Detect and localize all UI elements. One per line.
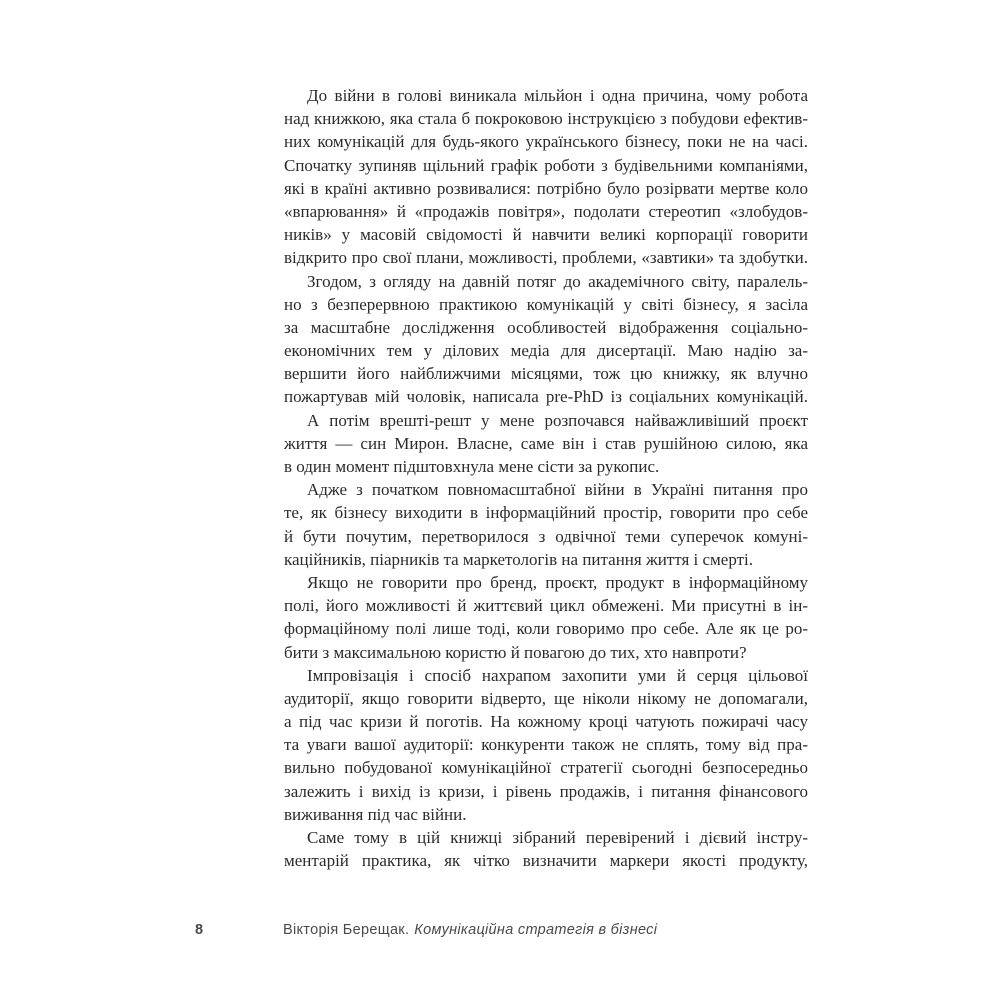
text-line: ників» у масовій свідомості й навчити великі корпорації говорити bbox=[284, 225, 808, 245]
paragraph bbox=[284, 270, 808, 409]
text-line: вильно побудованої комунікаційної стратегії сьогодні безпосередньо bbox=[284, 758, 808, 778]
text-line: бити з максимальною користю й повагою до тих, хто навпроти? bbox=[284, 642, 747, 662]
text-line: Спочатку зупиняв щільний графік роботи з будівельними компаніями, bbox=[284, 155, 808, 175]
text-line: й бути почутим, перетворилося з одвічної теми суперечок комуні- bbox=[284, 526, 808, 546]
text-line: те, як бізнесу виходити в інформаційний простір, говорити про себе bbox=[284, 503, 808, 523]
text-line: полі, його можливості й життєвий цикл обмежені. Ми присутні в ін- bbox=[284, 596, 808, 616]
text-line: пожартував мій чоловік, написала pre-PhD із соціальних комунікацій. bbox=[284, 387, 808, 407]
text-line: формаційному полі лише тоді, коли говоримо про себе. Але як це ро- bbox=[284, 619, 808, 639]
text-line: Імпровізація і спосіб нахрапом захопити уми й серця цільової bbox=[307, 665, 808, 685]
text-line: Згодом, з огляду на давній потяг до академічного світу, паралель- bbox=[307, 271, 808, 291]
paragraph bbox=[284, 826, 808, 872]
text-line: а під час кризи й поготів. На кожному кроці чатують пожирачі часу bbox=[284, 712, 808, 732]
text-line: ментарій практика, як чітко визначити маркери якості продукту, bbox=[284, 851, 808, 871]
text-line: Саме тому в цій книжці зібраний перевірений і дієвий інстру- bbox=[307, 828, 808, 847]
text-line: в один момент підштовхнула мене сісти за рукопис. bbox=[284, 457, 660, 476]
text-line: економічних тем у ділових медіа для дисертації. Маю надію за- bbox=[284, 341, 808, 361]
text-line: виживання під час війни. bbox=[284, 804, 467, 824]
text-line: та уваги вашої аудиторії: конкуренти також не сплять, тому від пра- bbox=[284, 735, 808, 755]
text-line: Адже з початком повномасштабної війни в Україні питання про bbox=[307, 480, 808, 500]
text-line: над книжкою, яка стала б покроковою інструкцією з побудови ефектив- bbox=[284, 109, 808, 129]
text-line: Якщо не говорити про бренд, проєкт, продукт в інформаційному bbox=[307, 572, 808, 592]
paragraph bbox=[284, 571, 808, 664]
text-line: які в країні активно розвивалися: потрібно було розірвати мертве коло bbox=[284, 178, 808, 198]
running-title-book: Комунікаційна стратегія в бізнесі bbox=[414, 922, 658, 938]
text-line: «впарювання» й «продажів повітря», подолати стереотип «злобудов- bbox=[284, 201, 808, 221]
text-line: них комунікацій для будь-якого українського бізнесу, поки не на часі. bbox=[284, 132, 808, 152]
text-line: аудиторії, якщо говорити відверто, ще ніколи нікому не допомагали, bbox=[284, 688, 808, 708]
paragraph bbox=[284, 409, 808, 479]
text-line: А потім врешті-решт у мене розпочався найважливіший проєкт bbox=[307, 410, 808, 430]
paragraph bbox=[284, 664, 808, 826]
paragraph bbox=[284, 478, 808, 571]
page-footer bbox=[0, 921, 1000, 943]
text-line: каційників, піарників та маркетологів на питання життя і смерті. bbox=[284, 549, 754, 569]
text-line: залежить і вихід із кризи, і рівень продажів, і питання фінансового bbox=[284, 781, 808, 801]
text-line: за масштабне дослідження особливостей відображення соціально- bbox=[284, 317, 808, 337]
text-line: вершити його найближчими місяцями, тож цю книжку, як влучно bbox=[284, 364, 808, 384]
text-line: До війни в голові виникала мільйон і одна причина, чому робота bbox=[307, 86, 808, 105]
running-title bbox=[283, 921, 657, 939]
page-number: 8 bbox=[195, 922, 204, 938]
running-title-author: Вікторія Берещак. bbox=[283, 922, 410, 938]
body-text bbox=[284, 84, 808, 872]
paragraph bbox=[284, 84, 808, 270]
text-line: відкрито про свої плани, можливості, проблеми, «завтики» та здобутки. bbox=[284, 248, 808, 268]
text-line: но з безперервною практикою комунікацій у світі бізнесу, я засіла bbox=[284, 294, 808, 314]
text-line: життя — син Мирон. Власне, саме він і став рушійною силою, яка bbox=[284, 433, 808, 453]
